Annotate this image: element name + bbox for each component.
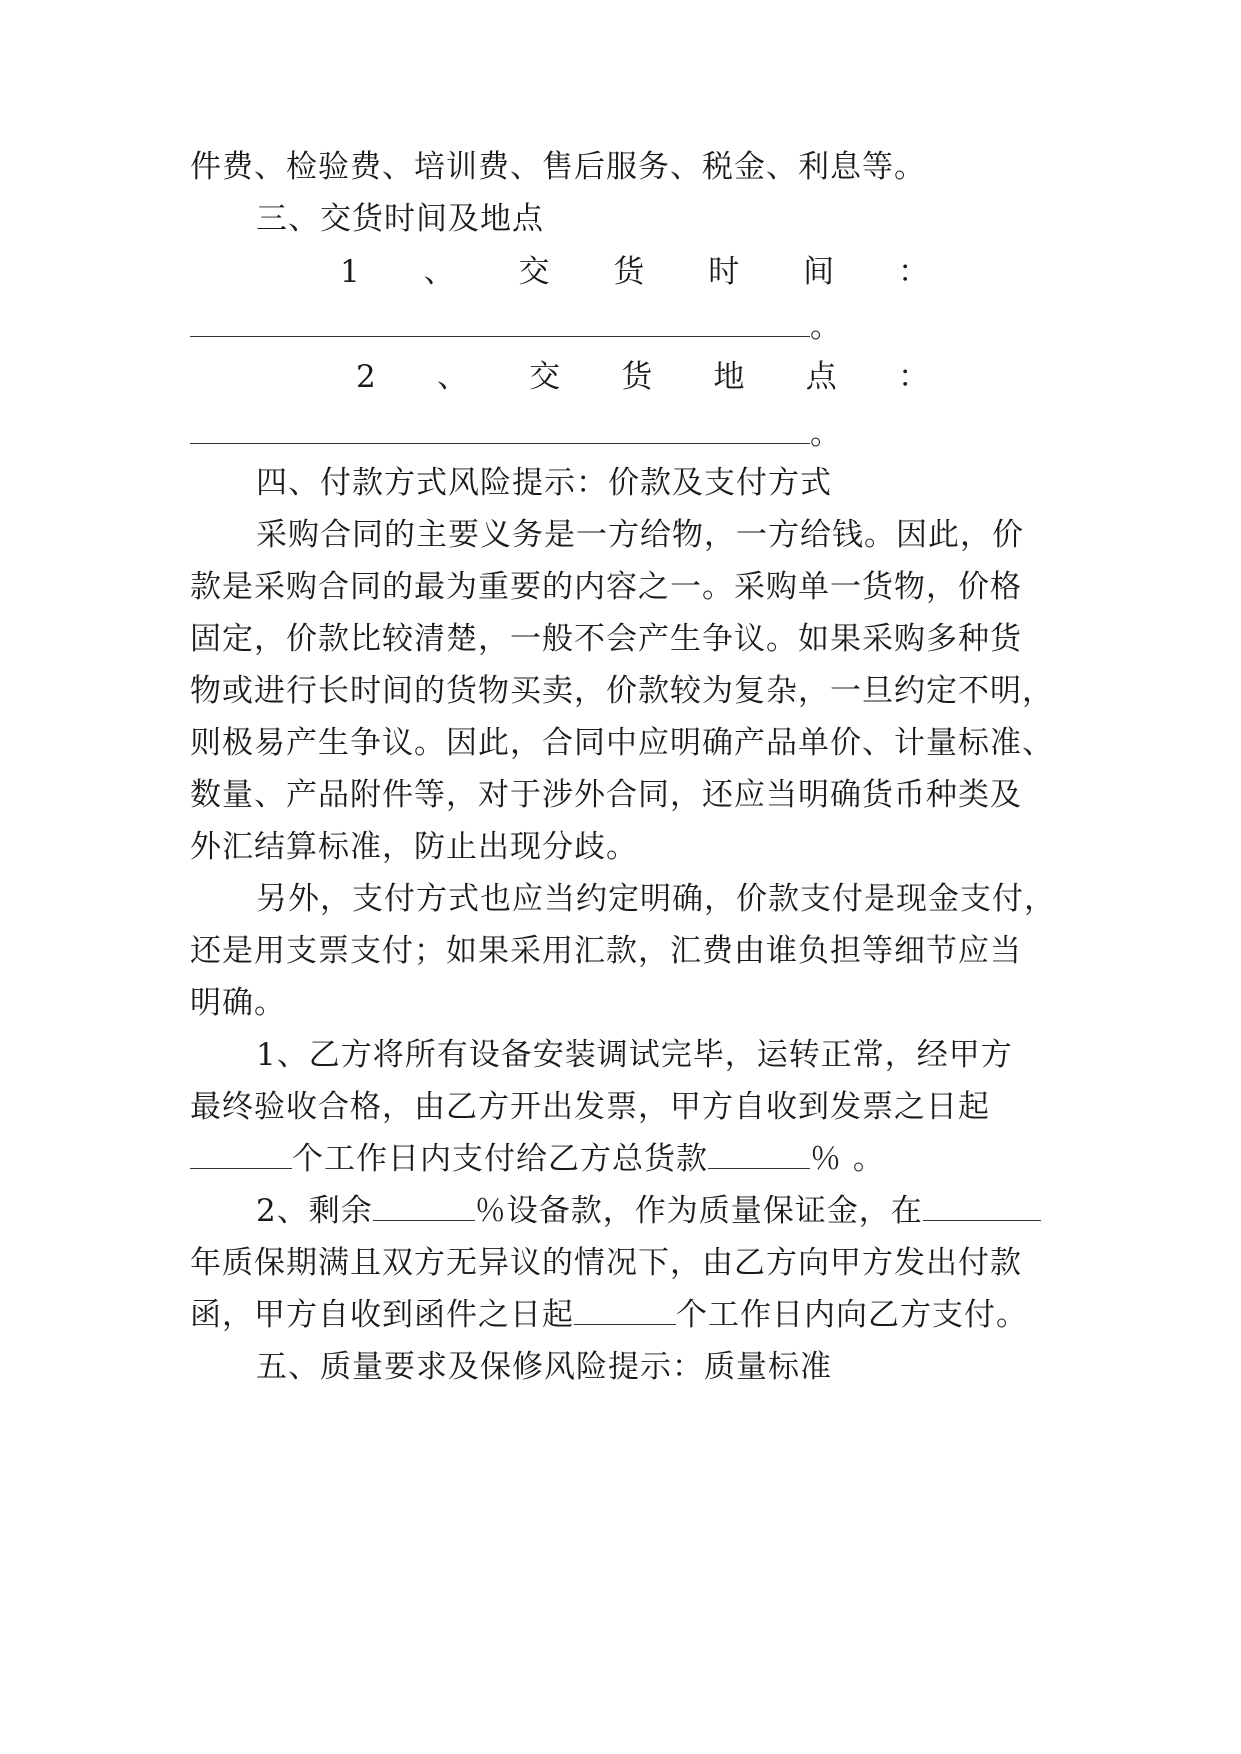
fill-in-blank: [708, 1138, 810, 1169]
text-token: 点: [805, 359, 838, 395]
text-token: 货: [613, 254, 646, 290]
fill-in-blank: [190, 413, 810, 444]
fill-in-blank: [574, 1294, 676, 1325]
text-token: 1: [340, 254, 361, 290]
text-token: ：: [897, 359, 930, 395]
fill-in-blank: [923, 1190, 1041, 1221]
text-segment: ％设备款，作为质量保证金，在: [474, 1193, 923, 1229]
paragraph-line: 最终验收合格，由乙方开出发票，甲方自收到发票之日起: [190, 1089, 990, 1125]
text-segment: ％ 。: [810, 1141, 885, 1177]
paragraph-line: 明确。: [190, 985, 286, 1021]
text-segment: 2、剩余: [256, 1193, 373, 1229]
section-heading-quality: 五、质量要求及保修风险提示：质量标准: [256, 1349, 832, 1385]
section-heading-payment: 四、付款方式风险提示：价款及支付方式: [256, 465, 832, 501]
text-segment: 函，甲方自收到函件之日起: [190, 1297, 574, 1333]
text-segment: 个工作日内支付给乙方总货款: [292, 1141, 708, 1177]
text-segment: 个工作日内向乙方支付。: [676, 1297, 1028, 1333]
fill-in-blank: [190, 1138, 292, 1169]
paragraph-line: 则极易产生争议。因此，合同中应明确产品单价、计量标准、: [190, 725, 1054, 761]
text-token: 交: [529, 359, 562, 395]
paragraph-line: 物或进行长时间的货物买卖，价款较为复杂，一旦约定不明，: [190, 673, 1054, 709]
paragraph-line: 1、乙方将所有设备安装调试完毕，运转正常，经甲方: [256, 1037, 1013, 1073]
text-token: 交: [518, 254, 551, 290]
payment-letter-line: [190, 1286, 1050, 1344]
delivery-place-line: [356, 348, 930, 406]
paragraph-line: 款是采购合同的最为重要的内容之一。采购单一货物，价格: [190, 569, 1022, 605]
paragraph-line: 另外，支付方式也应当约定明确，价款支付是现金支付，: [256, 881, 1056, 917]
retention-line: [256, 1182, 1050, 1240]
section-heading-delivery: 三、交货时间及地点: [256, 201, 544, 237]
text-token: 间: [803, 254, 836, 290]
text-token: 时: [708, 254, 741, 290]
paragraph-line: 还是用支票支付；如果采用汇款，汇费由谁负担等细节应当: [190, 933, 1022, 969]
line-end: 。: [810, 416, 842, 452]
delivery-time-line: [340, 243, 930, 301]
text-token: ：: [897, 254, 930, 290]
text-token: 地: [713, 359, 746, 395]
text-token: 、: [423, 254, 456, 290]
text-token: 货: [621, 359, 654, 395]
paragraph-line: 外汇结算标准，防止出现分歧。: [190, 829, 638, 865]
paragraph-line: 固定，价款比较清楚，一般不会产生争议。如果采购多种货: [190, 621, 1022, 657]
line-end: 。: [810, 309, 842, 345]
payment-days-line: [190, 1130, 1050, 1188]
fill-in-blank: [190, 306, 810, 337]
paragraph-line: 采购合同的主要义务是一方给物，一方给钱。因此，价: [256, 517, 1024, 553]
text-token: 、: [436, 359, 469, 395]
paragraph-line: 年质保期满且双方无异议的情况下，由乙方向甲方发出付款: [190, 1245, 1022, 1281]
paragraph-line: 件费、检验费、培训费、售后服务、税金、利息等。: [190, 149, 926, 185]
fill-in-blank: [373, 1190, 475, 1221]
paragraph-line: 数量、产品附件等，对于涉外合同，还应当明确货币种类及: [190, 777, 1022, 813]
text-token: 2: [356, 359, 377, 395]
